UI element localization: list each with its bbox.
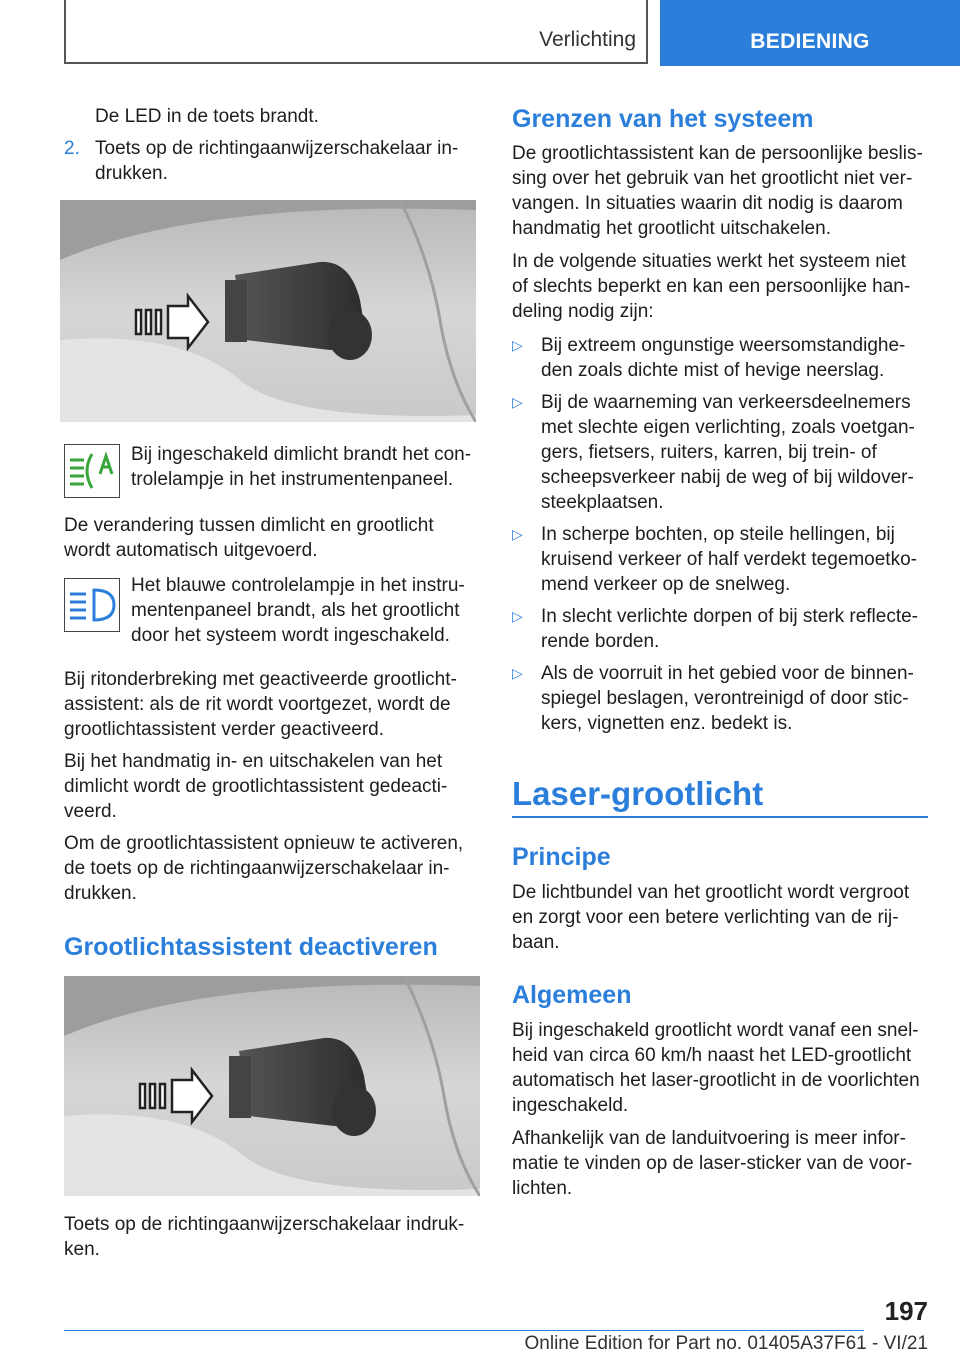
paragraph: grootlichtassistent verder geactiveerd. [64, 719, 384, 740]
list-item: scheepsverkeer nabij de weg of bij wildover- [541, 467, 914, 488]
bullet-marker: ▷ [512, 608, 523, 624]
paragraph: De grootlichtassistent kan de persoonlijke beslis- [512, 143, 923, 164]
heading-laser: Laser-grootlicht [512, 775, 764, 812]
paragraph: ingeschakeld. [512, 1095, 629, 1116]
high-beam-icon [64, 578, 120, 632]
heading-algemeen: Algemeen [512, 981, 632, 1009]
stalk-photo [64, 976, 480, 1196]
list-item: mend verkeer op de snelweg. [541, 574, 791, 595]
paragraph: veerd. [64, 801, 117, 822]
paragraph: De lichtbundel van het grootlicht wordt vergroot [512, 882, 910, 903]
footer-rule [64, 1330, 864, 1331]
paragraph: dimlicht wordt de grootlichtassistent gedeacti- [64, 776, 448, 797]
heading-deactivate: Grootlichtassistent deactiveren [64, 933, 438, 961]
list-item: Bij de waarneming van verkeersdeelnemers [541, 392, 911, 413]
paragraph: De LED in de toets brandt. [95, 106, 319, 127]
paragraph: Toets op de richtingaanwijzerschakelaar in- [95, 138, 459, 159]
heading-rule [512, 816, 928, 818]
list-item: steekplaatsen. [541, 492, 664, 513]
paragraph: Het blauwe controlelampje in het instru- [131, 575, 465, 596]
paragraph: of slechts beperkt en kan een persoonlijke han- [512, 276, 911, 297]
step-number: 2. [64, 138, 80, 159]
paragraph: en zorgt voor een betere verlichting van de rij- [512, 907, 899, 928]
paragraph: mentenpaneel brandt, als het grootlicht [131, 600, 460, 621]
paragraph: automatisch het laser-grootlicht in de voorlichten [512, 1070, 920, 1091]
list-item: Bij extreem ongunstige weersomstandighe- [541, 335, 906, 356]
paragraph: drukken. [64, 883, 137, 904]
list-item: kruisend verkeer of half verdekt tegemoetko- [541, 549, 917, 570]
paragraph: Om de grootlichtassistent opnieuw te activeren, [64, 833, 464, 854]
paragraph: wordt automatisch uitgevoerd. [64, 540, 318, 561]
list-item: kers, vignetten enz. bedekt is. [541, 713, 793, 734]
list-item: gers, fietsers, ruiters, karren, bij trein- of [541, 442, 877, 463]
paragraph: Bij het handmatig in- en uitschakelen van het [64, 751, 443, 772]
list-item: In scherpe bochten, op steile hellingen, bij [541, 524, 895, 545]
stalk-photo [60, 200, 476, 422]
auto-high-beam-icon [64, 444, 120, 498]
paragraph: baan. [512, 932, 560, 953]
heading-limits: Grenzen van het systeem [512, 105, 814, 133]
header-section: Verlichting [539, 28, 636, 51]
paragraph: Bij ritonderbreking met geactiveerde grootlicht- [64, 669, 457, 690]
paragraph: In de volgende situaties werkt het systeem niet [512, 251, 906, 272]
paragraph: Bij ingeschakeld dimlicht brandt het con- [131, 444, 472, 465]
paragraph: door het systeem wordt ingeschakeld. [131, 625, 450, 646]
list-item: spiegel beslagen, verontreinigd of door stic- [541, 688, 909, 709]
list-item: In slecht verlichte dorpen of bij sterk reflecte- [541, 606, 919, 627]
caption: Toets op de richtingaanwijzerschakelaar indruk- [64, 1214, 465, 1235]
list-item: den zoals dichte mist of hevige neerslag. [541, 360, 885, 381]
paragraph: Afhankelijk van de landuitvoering is meer infor- [512, 1128, 906, 1149]
list-item: Als de voorruit in het gebied voor de binnen- [541, 663, 914, 684]
paragraph: Bij ingeschakeld grootlicht wordt vanaf een snel- [512, 1020, 919, 1041]
paragraph: assistent: als de rit wordt voortgezet, wordt de [64, 694, 451, 715]
list-item: met slechte eigen verlichting, zoals voetgan- [541, 417, 915, 438]
paragraph: matie te vinden op de laser-sticker van de voor- [512, 1153, 913, 1174]
paragraph: De verandering tussen dimlicht en grootlicht [64, 515, 434, 536]
bullet-marker: ▷ [512, 394, 523, 410]
paragraph: trolelampje in het instrumentenpaneel. [131, 469, 454, 490]
paragraph: vangen. In situaties waarin dit nodig is daarom [512, 193, 903, 214]
paragraph: sing over het gebruik van het grootlicht niet ver- [512, 168, 913, 189]
caption: ken. [64, 1239, 100, 1260]
paragraph: de toets op de richtingaanwijzerschakelaar in- [64, 858, 450, 879]
bullet-marker: ▷ [512, 337, 523, 353]
header-chapter: BEDIENING [660, 0, 960, 66]
paragraph: deling nodig zijn: [512, 301, 654, 322]
list-item: rende borden. [541, 631, 660, 652]
paragraph: drukken. [95, 163, 168, 184]
page-number: 197 [884, 1296, 928, 1326]
bullet-marker: ▷ [512, 665, 523, 681]
footer-edition: Online Edition for Part no. 01405A37F61 - VI/21 [524, 1333, 928, 1354]
bullet-marker: ▷ [512, 526, 523, 542]
paragraph: lichten. [512, 1178, 573, 1199]
heading-principe: Principe [512, 843, 611, 871]
paragraph: heid van circa 60 km/h naast het LED-grootlicht [512, 1045, 912, 1066]
paragraph: handmatig het grootlicht uitschakelen. [512, 218, 831, 239]
